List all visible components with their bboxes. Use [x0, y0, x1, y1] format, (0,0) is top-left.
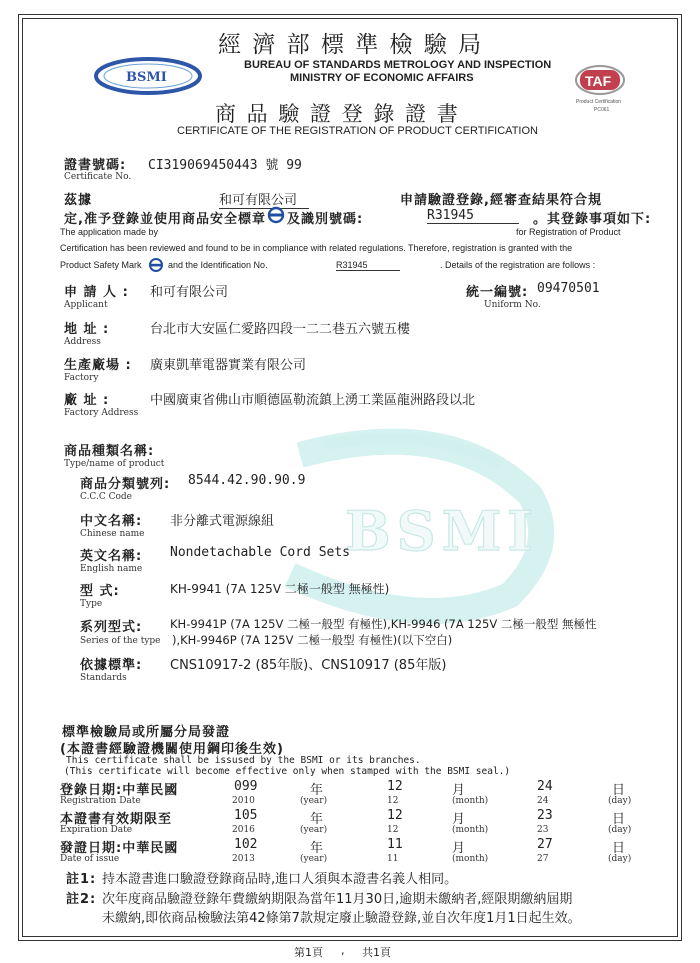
- statement-en-5: and the Identification No.: [168, 260, 268, 270]
- statement-company: 和可有限公司: [219, 189, 309, 209]
- applicant-label-en: Applicant: [64, 300, 108, 310]
- date-day-1: 24: [537, 779, 553, 794]
- standards-label: 依據標準:: [80, 658, 143, 673]
- type-value: KH-9941 (7A 125V 二極一般型 無極性): [170, 582, 390, 596]
- date-day-en-val-1: 24: [537, 796, 549, 806]
- date-year-unit-2: 年: [310, 812, 324, 827]
- date-day-2: 23: [537, 808, 553, 823]
- bureau-name-zh: 經 濟 部 標 準 檢 驗 局: [218, 32, 484, 58]
- statement-en-1: The application made by: [60, 227, 159, 237]
- ccc-value: 8544.42.90.90.9: [188, 473, 306, 488]
- date-month-unit-1: 月: [452, 783, 466, 798]
- date-label-en-1: Registration Date: [60, 796, 141, 806]
- uniform-no-label-en: Uniform No.: [484, 300, 541, 310]
- factory-address-label-en: Factory Address: [64, 408, 139, 418]
- date-year-en-3: (year): [300, 854, 328, 864]
- taf-logo-text: TAF: [585, 73, 612, 89]
- uniform-no-value: 09470501: [537, 281, 600, 296]
- english-name-value: Nondetachable Cord Sets: [170, 545, 351, 560]
- date-year-ad-1: 2010: [232, 796, 255, 806]
- cert-no-value: CI319069450443 號 99: [148, 158, 302, 173]
- certificate-title-zh: 商 品 驗 證 登 錄 證 書: [215, 102, 460, 126]
- statement-en-id: R31945: [336, 260, 400, 271]
- note2-text-line2: 未繳納,即依商品檢驗法第42條第7款規定廢止驗證登錄,並自次年度1月1日起生效。: [102, 911, 581, 926]
- chinese-name-label-en: Chinese name: [80, 529, 145, 539]
- date-label-3: 發證日期:中華民國: [60, 841, 179, 856]
- statement-text-3: 及識別號碼:: [287, 212, 364, 227]
- note2-label: 註2:: [66, 892, 97, 907]
- factory-address-label: 廠 址 :: [64, 393, 110, 408]
- product-heading-en: Type/name of product: [64, 459, 165, 469]
- date-day-en-3: (day): [608, 854, 632, 864]
- chinese-name-label: 中文名稱:: [80, 514, 143, 529]
- taf-logo-sub1: Product Certification: [576, 99, 622, 105]
- date-day-en-1: (day): [608, 796, 632, 806]
- english-name-label: 英文名稱:: [80, 549, 143, 564]
- statement-en-4: Product Safety Mark: [60, 260, 142, 270]
- standards-value: CNS10917-2 (85年版)、CNS10917 (85年版): [170, 658, 447, 673]
- date-month-unit-2: 月: [452, 812, 466, 827]
- statement-en-2: for Registration of Product: [516, 227, 621, 237]
- issuance-line2: (本證書經驗證機關使用鋼印後生效): [60, 742, 284, 757]
- date-day-en-val-2: 23: [537, 825, 549, 835]
- date-month-en-2: (month): [452, 825, 489, 835]
- date-year-en-2: (year): [300, 825, 328, 835]
- issuance-line3: This certificate shall be issused by the BSMI or its branches.: [66, 755, 421, 766]
- date-year-roc-1: 099: [234, 779, 258, 794]
- ccc-label-en: C.C.C Code: [80, 492, 132, 502]
- issuance-line1: 標準檢驗局或所屬分局發證: [62, 725, 231, 740]
- date-day-unit-1: 日: [612, 783, 626, 798]
- bsmi-watermark: [230, 425, 570, 635]
- date-month-3: 11: [387, 837, 403, 852]
- bsmi-logo-text: BSMI: [126, 70, 167, 85]
- standards-label-en: Standards: [80, 673, 127, 683]
- date-year-unit-1: 年: [310, 783, 324, 798]
- certificate-title-en: CERTIFICATE OF THE REGISTRATION OF PRODUCT CERTIFICATION: [177, 125, 538, 137]
- taf-logo: [570, 62, 642, 126]
- cert-no-label: 證書號碼:: [64, 158, 127, 173]
- date-month-1: 12: [387, 779, 403, 794]
- date-day-unit-2: 日: [612, 812, 626, 827]
- factory-value: 廣東凱華電器實業有限公司: [150, 358, 307, 373]
- factory-label-en: Factory: [64, 373, 99, 383]
- series-value-line2: ),KH-9946P (7A 125V 二極一般型 有極性)(以下空白): [172, 633, 453, 647]
- bureau-name-en: BUREAU OF STANDARDS METROLOGY AND INSPECTION: [244, 59, 552, 71]
- address-value: 台北市大安區仁愛路四段一二二巷五六號五樓: [150, 322, 411, 337]
- applicant-label: 申 請 人 :: [64, 285, 129, 300]
- series-value-line1: KH-9941P (7A 125V 二極一般型 有極性),KH-9946 (7A 125V 二極一般型 無極性: [170, 617, 597, 631]
- statement-id-no: R31945: [427, 208, 519, 224]
- safety-mark-icon: [267, 206, 285, 224]
- date-day-3: 27: [537, 837, 553, 852]
- statement-text-4: 。其登錄事項如下:: [533, 212, 652, 227]
- date-label-1: 登錄日期:中華民國: [60, 783, 179, 798]
- cert-no-label-en: Certificate No.: [64, 172, 132, 182]
- date-label-en-2: Expiration Date: [60, 825, 133, 835]
- date-month-en-1: (month): [452, 796, 489, 806]
- date-month-2: 12: [387, 808, 403, 823]
- date-year-ad-3: 2013: [232, 854, 255, 864]
- date-year-ad-2: 2016: [232, 825, 255, 835]
- statement-en-3: Certification has been reviewed and found to be in compliance with related regulations. Therefore, registration is granted with the: [60, 243, 573, 253]
- watermark-text: BSMI: [345, 499, 539, 563]
- chinese-name-value: 非分離式電源線組: [170, 514, 275, 529]
- date-year-roc-3: 102: [234, 837, 258, 852]
- series-label: 系列型式:: [80, 620, 143, 635]
- address-label: 地 址 :: [64, 322, 110, 337]
- taf-logo-sub2: PC061: [594, 107, 610, 113]
- page-total: 共1頁: [362, 946, 391, 959]
- english-name-label-en: English name: [80, 564, 143, 574]
- address-label-en: Address: [64, 337, 101, 347]
- date-year-roc-2: 105: [234, 808, 258, 823]
- note2-text-line1: 次年度商品驗證登錄年費繳納期限為當年11月30日,逾期未繳納者,經限期繳納屆期: [102, 892, 573, 907]
- date-label-en-3: Date of issue: [60, 854, 120, 864]
- page-number: 第1頁: [294, 946, 323, 959]
- product-heading: 商品種類名稱:: [64, 444, 155, 459]
- date-day-en-val-3: 27: [537, 854, 549, 864]
- statement-lead: 茲據: [64, 193, 93, 208]
- date-day-unit-3: 日: [612, 841, 626, 856]
- bsmi-logo: [94, 54, 202, 98]
- note1-label: 註1:: [66, 872, 97, 887]
- date-month-en-val-3: 11: [387, 854, 399, 864]
- date-year-en-1: (year): [300, 796, 328, 806]
- date-year-unit-3: 年: [310, 841, 324, 856]
- page-separator: ,: [341, 944, 345, 957]
- date-month-en-val-1: 12: [387, 796, 399, 806]
- ministry-name-en: MINISTRY OF ECONOMIC AFFAIRS: [290, 72, 474, 84]
- factory-label: 生產廠場 :: [64, 358, 132, 373]
- date-label-2: 本證書有效期限至: [60, 812, 173, 827]
- uniform-no-label: 統一編號:: [466, 285, 529, 300]
- statement-en-6: . Details of the registration are follows :: [440, 260, 596, 270]
- note1-text: 持本證書進口驗證登錄商品時,進口人須與本證書名義人相同。: [102, 872, 458, 887]
- statement-text-1: 申請驗證登錄,經審查結果符合規: [400, 193, 602, 208]
- ccc-label: 商品分類號列:: [80, 477, 171, 492]
- series-label-en: Series of the type: [80, 636, 161, 646]
- statement-text-2: 定,准予登錄並使用商品安全標章: [64, 212, 266, 227]
- applicant-value: 和可有限公司: [150, 285, 229, 300]
- date-month-en-val-2: 12: [387, 825, 399, 835]
- factory-address-value: 中國廣東省佛山市順德區勒流鎮上湧工業區龍洲路段以北: [150, 393, 476, 408]
- date-day-en-2: (day): [608, 825, 632, 835]
- issuance-line4: (This certificate will become effective only when stamped with the BSMI seal.): [64, 766, 511, 777]
- type-label: 型 式:: [80, 584, 120, 599]
- date-month-unit-3: 月: [452, 841, 466, 856]
- date-month-en-3: (month): [452, 854, 489, 864]
- type-label-en: Type: [80, 599, 103, 609]
- safety-mark-small-icon: [148, 257, 164, 273]
